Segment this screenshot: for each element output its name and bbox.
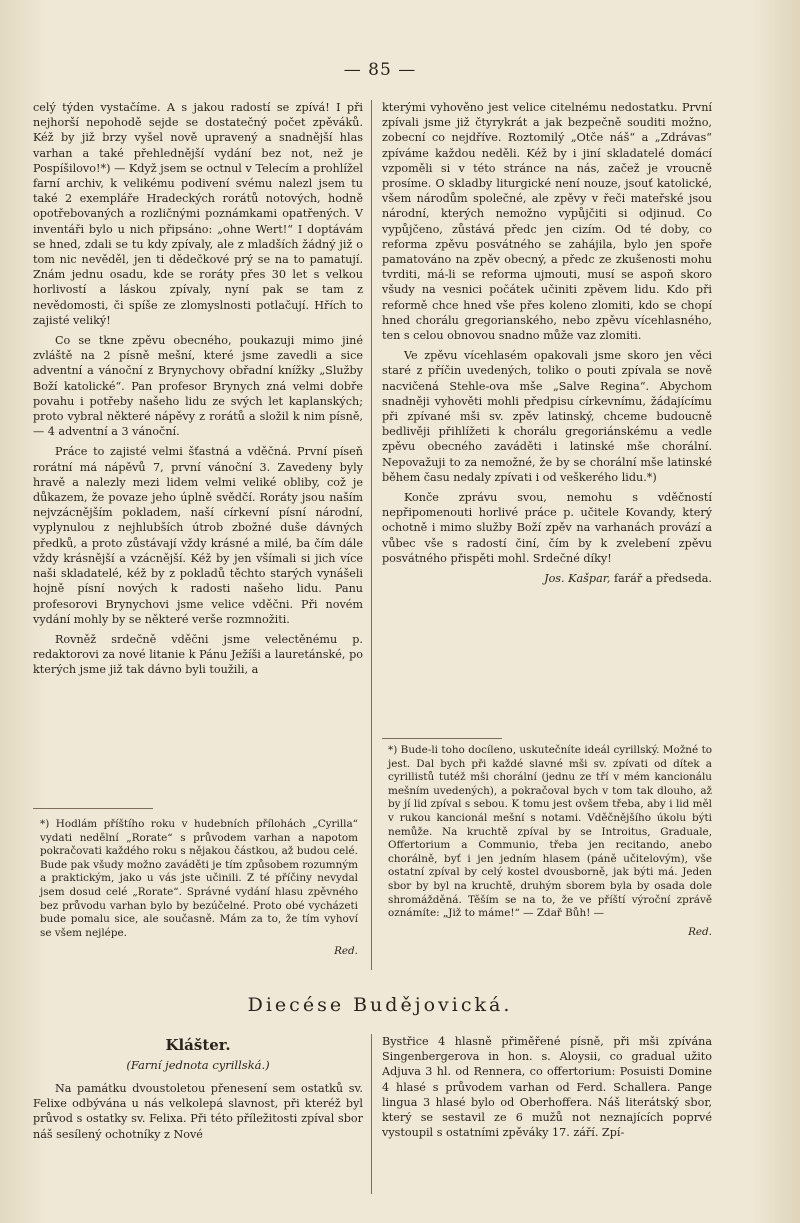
right-column <box>382 100 712 586</box>
right-footnote-signature: Red. <box>688 925 712 938</box>
section-left-column <box>33 1081 363 1147</box>
section-column-divider <box>371 1034 372 1194</box>
page-number: — 85 — <box>343 60 417 80</box>
left-paragraph-1: celý týden vystačíme. A s jakou radostí se zpívá! I při nejhorší nepohodě sejde se dostatečný počet zpěváků. Kéž by již brzy vyšel nově upravený a snadnější hlas varhan a také přehlednější vydání bez not, než je Pospíšilovo!*) — Když jsem se octnul v Telecím a prohlížel farní archiv, k velikému podivení svému nalezl jsem tu také 2 exempláře Hradeckých rorátů notových, hodně opotřebovaných a rozličnými poznámkami opatřených. V inventáři bylo u nich připsáno: „ohne Wert!“ I doptávám se hned, zdali se tu kdy zpívaly, ale z mladších žádný již o tom nic nevěděl, jen ti dědečkové prý se na to pamatují. Znám jednu osadu, kde se roráty přes 30 let s velkou horlivostí a láskou zpívaly, nyní pak se tam z nevědomosti, či spíše ze zlomyslnosti potlačují. Hřích to zajisté veliký! <box>33 101 363 327</box>
column-divider <box>371 100 372 970</box>
right-footnote-rule <box>382 738 502 739</box>
place-heading: Klášter. <box>165 1036 231 1054</box>
signature-name: Jos. Kašpar, <box>544 572 611 586</box>
report-signature <box>382 571 712 586</box>
left-paragraph-4: Rovněž srdečně vděčni jsme velectěnému p. redaktorovi za nové litanie k Pánu Ježíši a lauretánské, po kterých jsme již tak dávno byli toužili, a <box>33 632 363 677</box>
section-right-text: Bystřice 4 hlasně přiměřené písně, při mši zpívána Singenbergerova in hon. s. Aloysii, co gradual užito Adjuva 3 hl. od Rennera, co offertorium: Posuisti Domine 4 hlasé s průvodem varhan od Ferd. Schallera. Pange lingua 3 hlasé bylo od Oberhoffera. Náš literátský sbor, který se sestavil ze 6 mužů not neznajících poprvé vystoupil s ostatními zpěváky 17. září. Zpí- <box>382 1035 712 1140</box>
left-paragraph-2: Co se tkne zpěvu obecného, poukazuji mimo jiné zvláště na 2 písně mešní, které jsme zavedli a sice adventní a vánoční z Brynychovy obřadní knížky „Služby Boží katolické“. Pan profesor Brynych zná velmi dobře povahu i potřeby našeho lidu ze svých let kaplanských; proto vybral některé nápěvy z rorátů a složil k nim písně, — 4 adventní a 3 vánoční. <box>33 334 363 439</box>
left-footnote-text: *) Hodlám příštího roku v hudebních přílohách „Cyrilla“ vydati nedělní „Rorate“ s průvodem varhan a napotom pokračovati každého roku s nějakou částkou, až budou celé. Bude pak všudy možno zaváděti je tím způsobem rozumným a praktickým, jako u vás jste učinili. Z té příčiny nevydal jsem dosud celé „Rorate“. Správné vydání hlasu zpěvného bez průvodu varhan bylo by bezúčelné. Proto obé vycházeti bude pomalu sice, ale současně. Mám za to, že tím vyhoví se všem nejlépe. <box>40 818 358 939</box>
left-footnote-rule <box>33 808 153 809</box>
society-subheading: (Farní jednota cyrillská.) <box>126 1058 270 1072</box>
left-footnote <box>40 818 358 959</box>
right-footnote <box>388 744 712 939</box>
right-paragraph-3: Konče zprávu svou, nemohu s vděčností nepřipomenouti horlivé práce p. učitele Kovandy, který ochotně i mimo služby Boží zpěv na varhanách provází a vůbec vše s radostí činí, čím by k zvelebení zpěvu posvátného přispěti mohl. Srdečné díky! <box>382 491 712 565</box>
right-paragraph-1: kterými vyhověno jest velice citelnému nedostatku. První zpívali jsme již čtyrykrát a jak bezpečně souditi možno, zobecní co nejdříve. Roztomilý „Otče náš“ a „Zdrávas“ zpíváme každou neděli. Kéž by i jiní skladatelé domácí vzpoměli si v této stránce na nás, začež je vroucně prosíme. O skladby liturgické není nouze, jsouť katolické, všem národům společné, ale zpěvy v řeči mateřské jsou národní, kterých nemožno vypůjčiti si odjinud. Co vypůjčeno, zůstává předc jen cizím. Od té doby, co reforma zpěvu posvátného se zahájila, bylo jen spoře pamatováno na zpěv obecný, a předc ze zkušenosti mohu tvrditi, má-li se reforma ujmouti, musí se aspoň skoro všudy na vesnici počátek učiniti zpěvem lidu. Kdo při reformě chce hned vše přes koleno zlomiti, kdo se chopí hned chorálu gregorianského, nebo zpěvu vícehlasného, ten s celou obnovou snadno může vaz zlomiti. <box>382 101 712 343</box>
right-paragraph-2: Ve zpěvu vícehlasém opakovali jsme skoro jen věci staré z příčin uvedených, toliko o pouti zpívala se nově nacvičená Stehle-ova mše „Salve Regina“. Abychom snadněji vyhověti mohli předpisu církevnímu, žádajícímu při zpívané mši sv. zpěv latinský, chceme budoucně bedlivěji přihlížeti k chorálu gregoriánskému a vedle zpěvu obecného zaváděti i latinské mše chorální. Nepovažuji to za nemožné, že by se chorální mše latinské během času nedaly zpívati i od veškerého lidu.*) <box>382 349 712 484</box>
signature-role: farář a předseda. <box>610 572 712 586</box>
section-right-column <box>382 1034 712 1145</box>
right-footnote-text: *) Bude-li toho docíleno, uskutečníte ideál cyrillský. Možné to jest. Dal bych při každé slavné mši sv. zpívati od dítek a cyrillistů tutéž mši chorální (jednu ze tří v mém kancionálu mešním uvedených), a pokračoval bych v tom tak dlouho, až by jí lid zpíval s sebou. K tomu jest ovšem třeba, aby i lid měl v rukou kancionál mešní s notami. Vděčnějšího úkolu býti nemůže. Na kruchtě zpíval by se Introitus, Graduale, Offertorium a Communio, třeba jen recitando, anebo chorálně, byť i jen jedním hlasem (páně učitelovým), vše ostatní zpíval by celý kostel dvousborně, jak býti má. Jeden sbor by byl na kruchtě, druhým sborem byla by osada dole shromážděná. Těším se na to, že ve příští výroční zprávě oznámíte: „Již to máme!“ — Zdař Bůh! — <box>388 744 712 920</box>
left-paragraph-3: Práce to zajisté velmi šťastná a vděčná. První píseň rorátní má nápěvů 7, první vánoční 3. Zavedeny byly hravě a nalezly mezi lidem velmi veliké obliby, což je důkazem, že povaze jeho úplně svědčí. Roráty jsou naším nejvzácnějším pokladem, naší církevní písní národní, vyplynulou z nejhlubších útrob zbožné duše dávných předků, a proto zůstávají vždy krásné a milé, ba čím dále vždy krásnější a vzácnější. Kéž by jen všímali si jich více naši skladatelé, kéž by z pokladů těchto starých vynášeli hojně písní nových k radosti našeho lidu. Panu profesorovi Brynychovi jsme velice vděčni. Při novém vydání mohly by se některé verše rozmnožiti. <box>33 445 363 626</box>
left-footnote-signature: Red. <box>334 945 358 958</box>
section-left-text: Na památku dvoustoletou přenesení sem ostatků sv. Felixe odbývána u nás velkolepá slavnost, při kteréž byl průvod s ostatky sv. Felixa. Při této příležitosti zpíval sbor náš sesílený ochotníky z Nové <box>33 1082 363 1141</box>
left-column <box>33 100 363 683</box>
diocese-heading: Diecése Budějovická. <box>247 994 513 1016</box>
